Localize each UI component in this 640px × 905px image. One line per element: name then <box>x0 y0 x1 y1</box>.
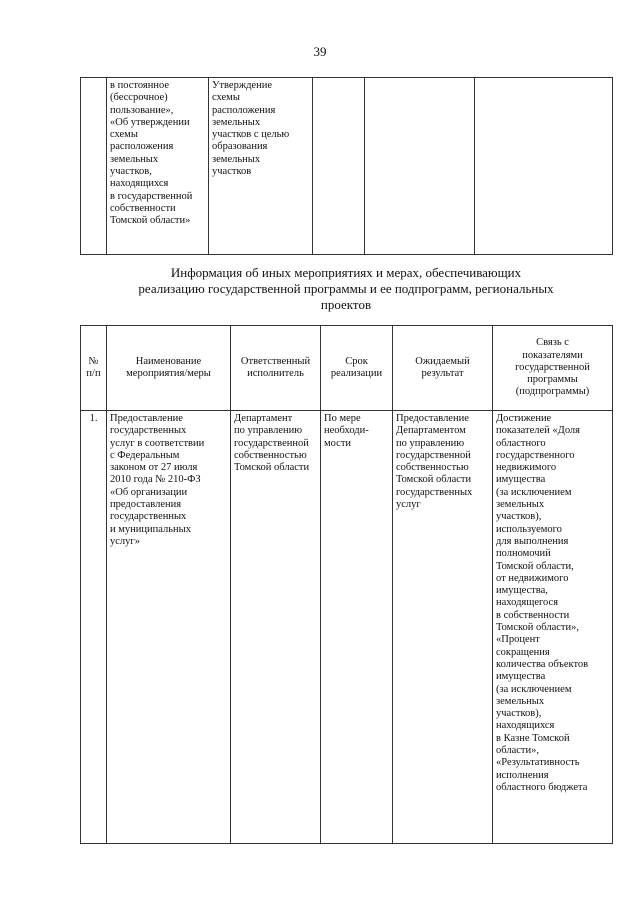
section-title: Информация об иных мероприятиях и мерах, обеспечивающих реализацию государственной программы и ее подпрограмм, региональных проектов <box>138 265 554 312</box>
table-cell: Утверждение схемы расположения земельных участков с целью образования земельных участков <box>209 78 313 255</box>
indicator-link: Достижение показателей «Доля областного государственного недвижимого имущества (за исключением земельных участков), используемого для выполнения полномочий Томской области, от недвижимого имущества, находящегося в собственности Томской области», «Процент сокращения количества объектов имущества (за исключением земельных участков), находящихся в Казне Томской области», «Результативность исполнения областного бюджета <box>493 411 613 844</box>
table-cell: в постоянное (бессрочное) пользование», «Об утверждении схемы расположения земельных участков, находящихся в государственной собственности Томской области» <box>107 78 209 255</box>
implementation-term: По мере необходи- мости <box>321 411 393 844</box>
row-number: 1. <box>81 411 107 844</box>
column-header: Ответственный исполнитель <box>231 326 321 411</box>
table-row <box>81 78 613 255</box>
responsible-executor: Департамент по управлению государственной собственностью Томской области <box>231 411 321 844</box>
column-header: Наименование мероприятия/меры <box>107 326 231 411</box>
column-header: Срок реализации <box>321 326 393 411</box>
column-header: № п/п <box>81 326 107 411</box>
table-cell <box>81 78 107 255</box>
expected-result: Предоставление Департаментом по управлению государственной собственностью Томской области государственных услуг <box>393 411 493 844</box>
table-header-row <box>81 326 613 411</box>
column-header: Ожидаемый результат <box>393 326 493 411</box>
table-cell <box>313 78 365 255</box>
measures-table <box>80 325 613 844</box>
table-cell <box>365 78 475 255</box>
table-row <box>81 411 613 844</box>
continued-table <box>80 77 613 255</box>
table-cell <box>475 78 613 255</box>
column-header: Связь с показателями государственной программы (подпрограммы) <box>493 326 613 411</box>
page-number: 39 <box>313 44 327 59</box>
measure-name: Предоставление государственных услуг в соответствии с Федеральным законом от 27 июля 2010 года № 210-ФЗ «Об организации предоставления государственных и муниципальных услуг» <box>107 411 231 844</box>
